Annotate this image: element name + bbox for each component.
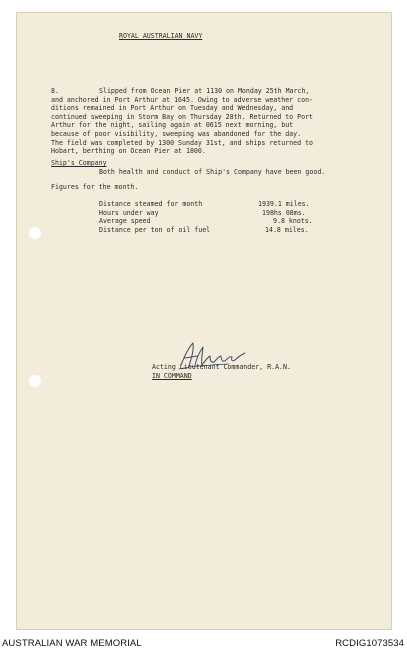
- paragraph-line: because of poor visibility, sweeping was abandoned for the day.: [51, 130, 302, 138]
- punch-hole: [29, 375, 41, 387]
- figure-value: 14.8 miles.: [265, 225, 309, 234]
- paragraph-line: continued sweeping in Storm Bay on Thursday 28th. Returned to Port: [51, 112, 314, 121]
- figure-label: Distance per ton of oil fuel: [99, 225, 211, 234]
- figure-label: Distance steamed for month: [99, 200, 203, 208]
- paragraph-line: ditions remained in Port Arthur on Tuesday and Wednesday, and: [51, 104, 294, 113]
- footer-institution: AUSTRALIAN WAR MEMORIAL: [2, 638, 142, 649]
- signatory-role: IN COMMAND: [152, 371, 192, 380]
- paragraph-line: Hobart, berthing on Ocean Pier at 1800.: [51, 147, 206, 156]
- document-page: [16, 12, 392, 630]
- paragraph-number: 8.: [51, 87, 59, 95]
- punch-hole: [29, 227, 41, 239]
- figure-value: 9.8 knots.: [273, 217, 313, 226]
- figure-value: 1939.1 miles.: [258, 200, 310, 208]
- paragraph-line: Arthur for the night, sailing again at 0615 next morning, but: [51, 121, 294, 130]
- ships-company-heading: Ship's Company: [51, 159, 107, 167]
- paragraph-line: Slipped from Ocean Pier at 1130 on Monday 25th March,: [99, 87, 310, 95]
- paragraph-line: The field was completed by 1300 Sunday 31st, and ships returned to: [51, 138, 314, 147]
- figures-heading: Figures for the month.: [51, 183, 139, 191]
- figure-label: Average speed: [99, 217, 151, 226]
- ships-company-text: Both health and conduct of Ship's Company have been good.: [99, 168, 326, 176]
- signatory-title: Acting Lieutenant Commander, R.A.N.: [152, 363, 291, 371]
- figure-value: 198hs 08ms.: [262, 208, 306, 217]
- figure-label: Hours under way: [99, 208, 159, 217]
- paragraph-line: and anchored in Port Arthur at 1645. Owing to adverse weather con-: [51, 95, 314, 104]
- document-heading: ROYAL AUSTRALIAN NAVY: [119, 32, 203, 40]
- footer-reference-id: RCDIG1073534: [335, 638, 404, 649]
